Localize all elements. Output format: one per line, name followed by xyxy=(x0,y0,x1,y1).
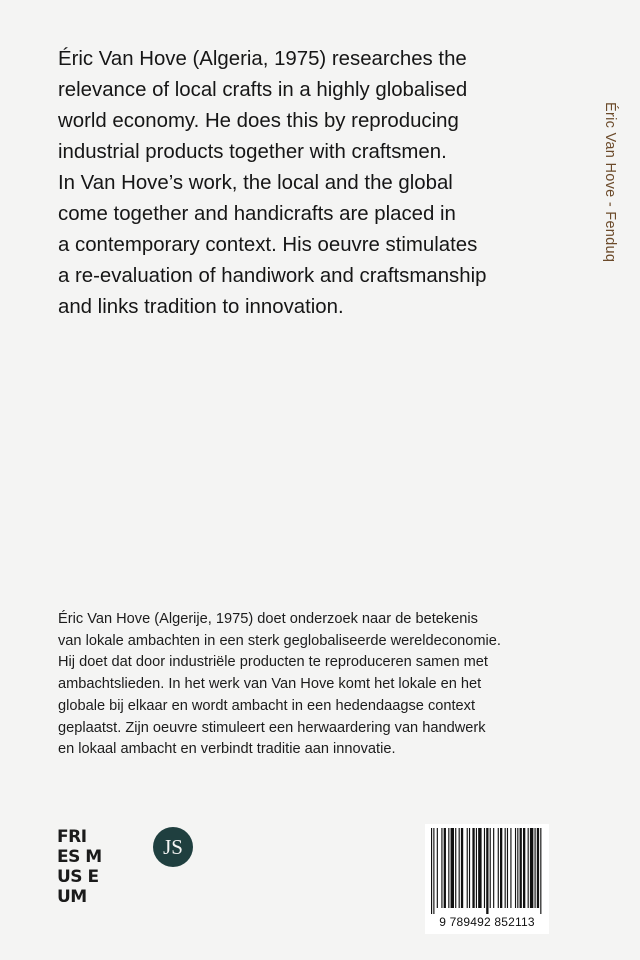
barcode-bar xyxy=(490,828,491,908)
barcode-bar xyxy=(498,828,499,908)
barcode-bar xyxy=(537,828,539,908)
isbn-number: 9 789492 852113 xyxy=(439,915,535,929)
dutch-line: Hij doet dat door industriële producten te reproduceren samen met xyxy=(58,654,488,671)
isbn-barcode xyxy=(425,824,549,934)
barcode-bar xyxy=(451,828,454,908)
english-line: relevance of local crafts in a highly globalised xyxy=(58,79,468,101)
logo-row: US E xyxy=(57,867,99,887)
barcode-bar xyxy=(486,828,488,914)
logo-row: ES M xyxy=(57,847,102,867)
spine-title-text: Éric Van Hove - Fenduq xyxy=(602,102,618,263)
barcode-bar xyxy=(535,828,536,908)
dutch-line: en lokaal ambacht en verbindt traditie aan innovatie. xyxy=(58,741,396,758)
english-line: industrial products together with craftsmen. xyxy=(58,141,447,163)
barcode-bar xyxy=(510,828,511,908)
barcode-bar xyxy=(505,828,506,908)
fries-museum-logo xyxy=(57,827,102,907)
english-line: a re-evaluation of handiwork and craftsmanship xyxy=(58,265,487,287)
dutch-line: Éric Van Hove (Algerije, 1975) doet onderzoek naar de betekenis xyxy=(58,611,478,627)
barcode-bar xyxy=(507,828,508,908)
barcode-bar xyxy=(469,828,470,908)
barcode-bar xyxy=(467,828,468,908)
english-line: world economy. He does this by reproducing xyxy=(58,110,459,132)
english-description xyxy=(58,44,558,323)
dutch-description xyxy=(58,609,598,761)
barcode-bar xyxy=(437,828,438,908)
barcode-bar xyxy=(431,828,432,914)
dutch-line: geplaatst. Zijn oeuvre stimuleert een herwaardering van handwerk xyxy=(58,719,486,736)
barcode-bar xyxy=(461,828,463,908)
barcode-bar xyxy=(433,828,434,914)
english-line: a contemporary context. His oeuvre stimulates xyxy=(58,234,478,256)
barcode-bar xyxy=(441,828,442,908)
barcode-bar xyxy=(448,828,449,908)
logo-row: UM xyxy=(57,887,87,907)
barcode-bar xyxy=(444,828,446,908)
barcode-bar xyxy=(523,828,525,908)
barcode-bar xyxy=(520,828,522,908)
barcode-bar xyxy=(478,828,481,908)
barcode-bar xyxy=(493,828,494,908)
js-publisher-logo xyxy=(152,826,194,868)
dutch-line: van lokale ambachten in een sterk geglobaliseerde wereldeconomie. xyxy=(58,632,501,649)
english-line: In Van Hove’s work, the local and the global xyxy=(58,172,453,194)
dutch-line: ambachtslieden. In het werk van Van Hove komt het lokale en het xyxy=(58,676,482,693)
english-line: Éric Van Hove (Algeria, 1975) researches the xyxy=(58,48,467,70)
barcode-bar xyxy=(476,828,477,908)
english-line: come together and handicrafts are placed in xyxy=(58,203,456,225)
english-line: and links tradition to innovation. xyxy=(58,296,344,318)
js-logo-icon xyxy=(152,826,194,868)
barcode-bar xyxy=(472,828,474,908)
barcode-bar xyxy=(517,828,518,908)
barcode-bar xyxy=(459,828,460,908)
barcode-bar xyxy=(528,828,529,908)
logo-row: FRI xyxy=(57,827,87,847)
barcode-bar xyxy=(540,828,541,914)
js-logo-text: JS xyxy=(163,835,183,859)
barcode-bar xyxy=(500,828,502,908)
barcode-bars-icon xyxy=(429,824,545,914)
barcode-bar xyxy=(530,828,533,908)
barcode-bar xyxy=(455,828,456,908)
barcode-bar xyxy=(484,828,485,908)
dutch-line: globale bij elkaar en wordt ambacht in een hedendaagse context xyxy=(58,697,476,714)
barcode-bar xyxy=(515,828,516,908)
